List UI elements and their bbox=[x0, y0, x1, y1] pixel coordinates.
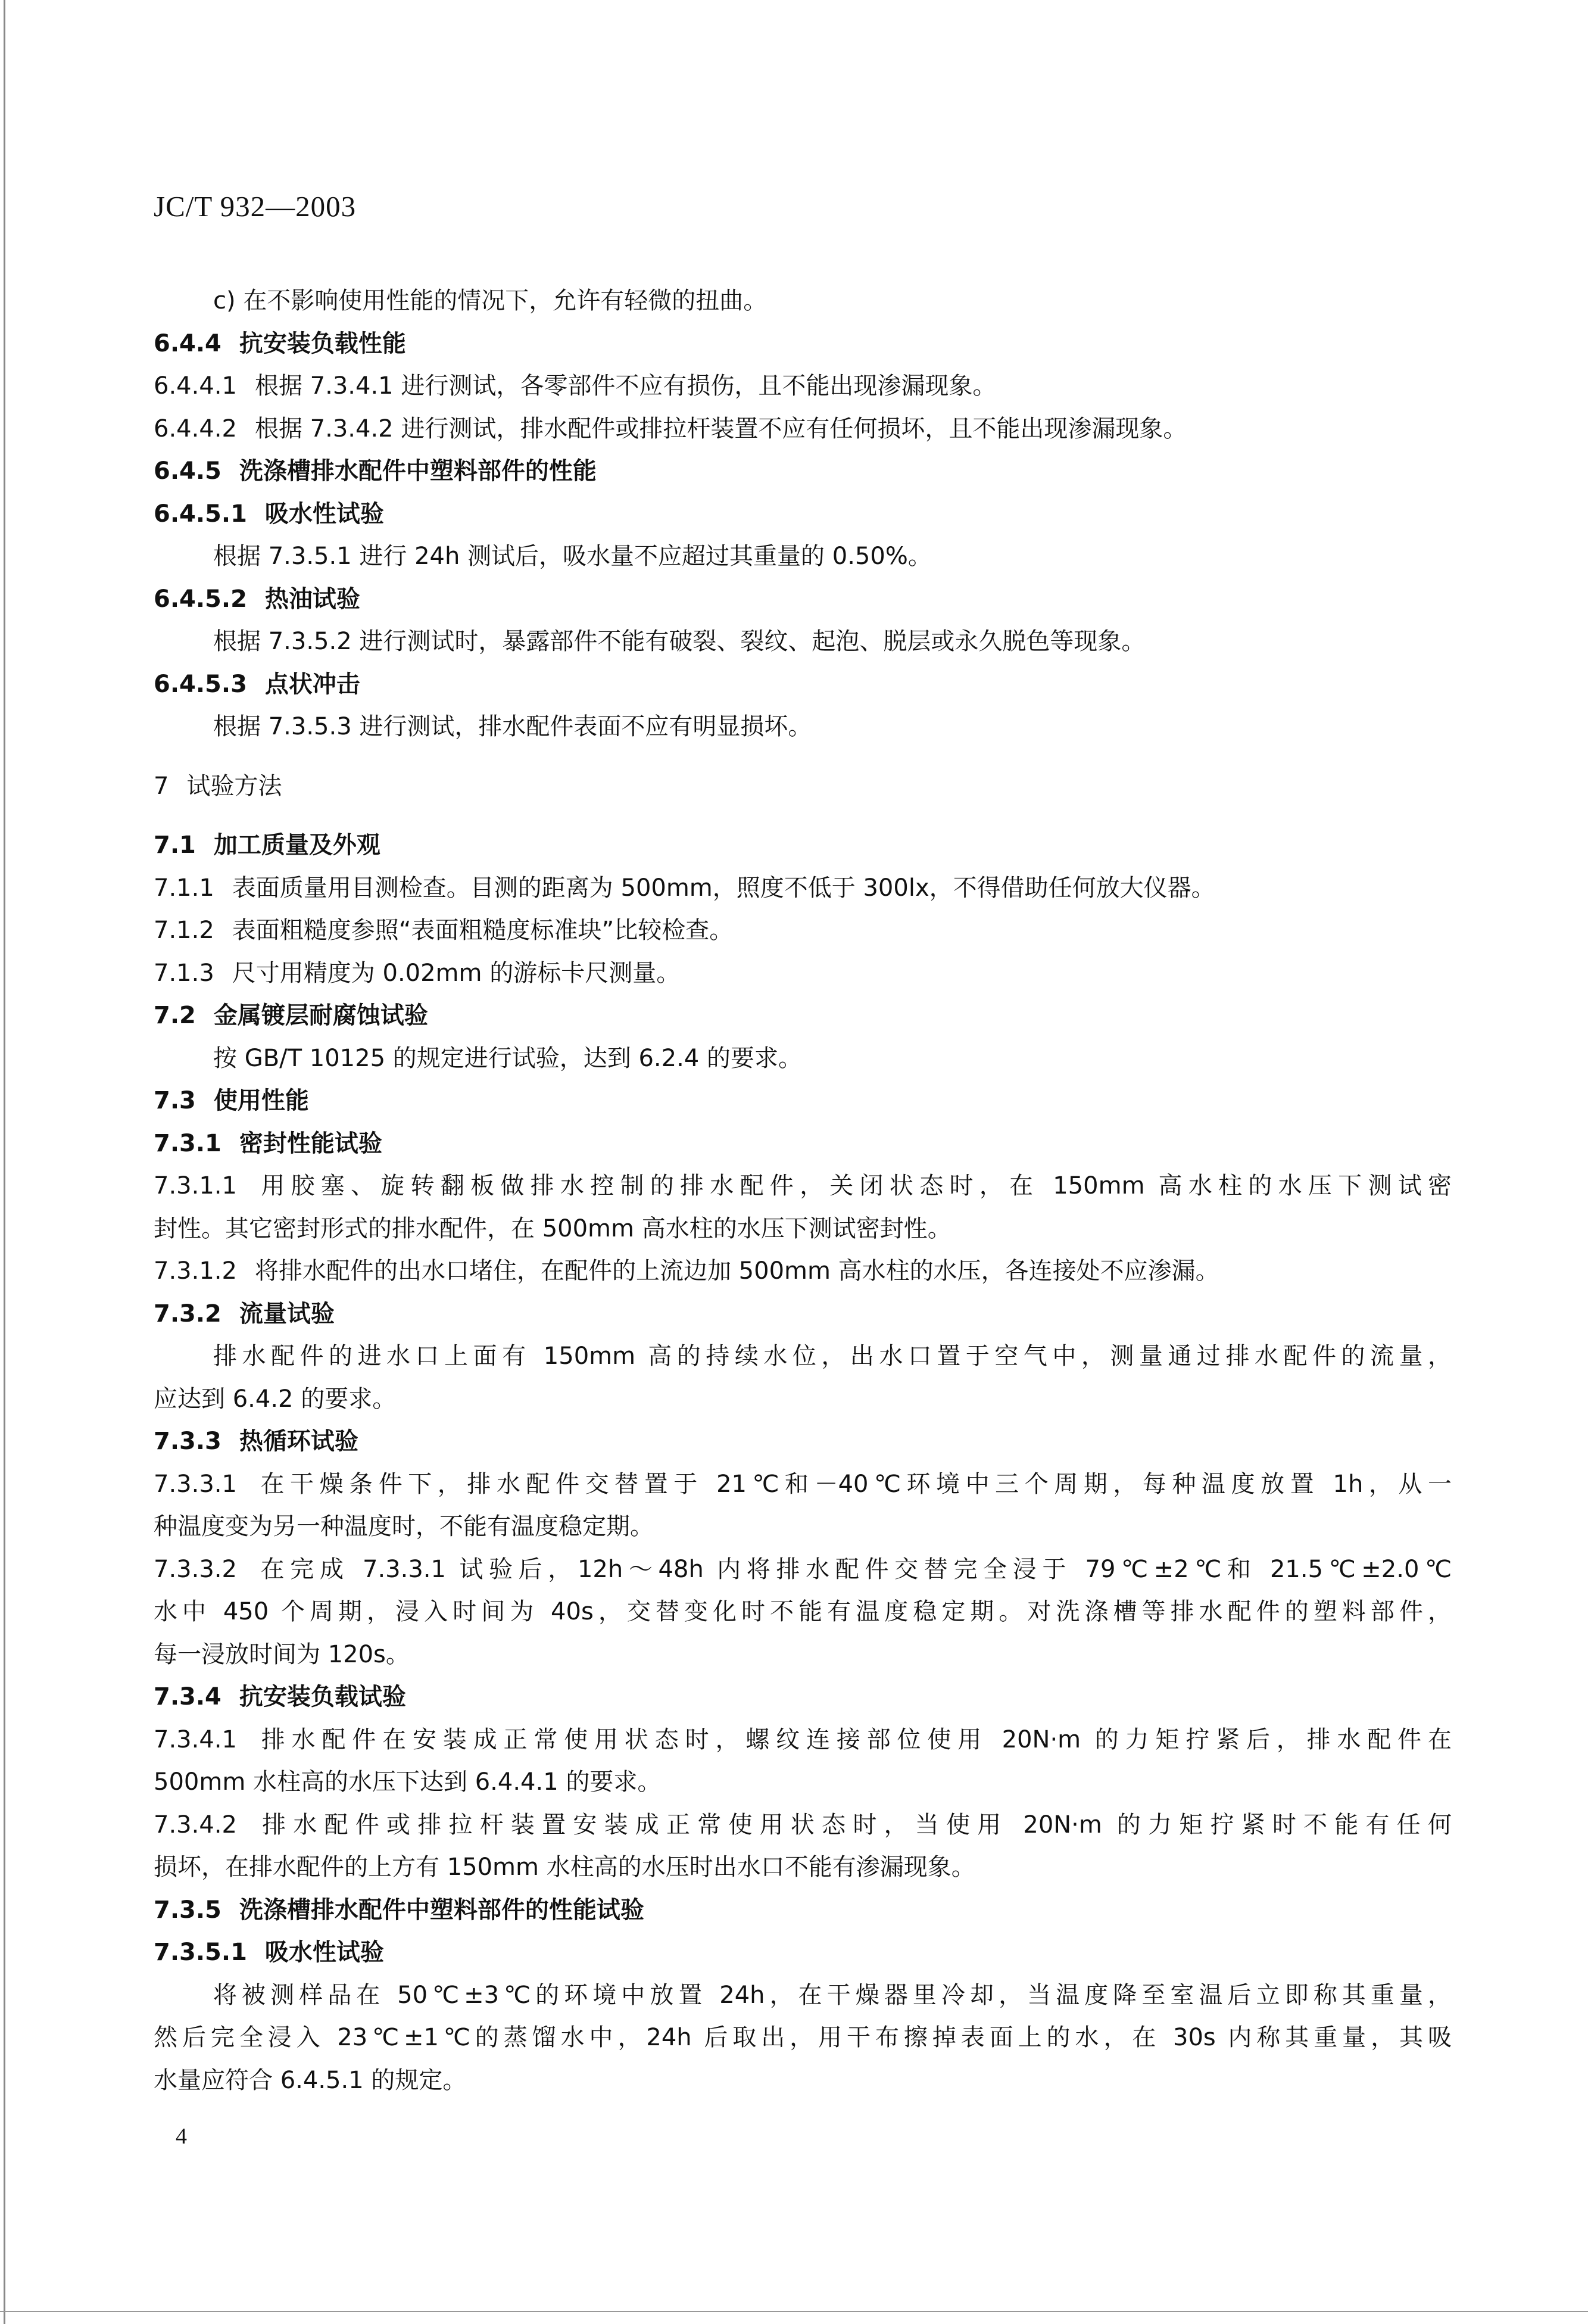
paragraph-continuation bbox=[154, 1378, 1452, 1421]
clause-text: 加工质量及外观 bbox=[213, 831, 380, 859]
clause-item bbox=[154, 408, 1452, 451]
clause-text: 封性。其它密封形式的排水配件，在 500mm 高水柱的水压下测试密封性。 bbox=[154, 1214, 951, 1242]
clause-text: 在完成 7.3.3.1 试验后，12h～48h 内将排水配件交替完全浸于 79℃±2℃和 21.5℃±2.0℃ bbox=[254, 1555, 1452, 1583]
paragraph-line bbox=[154, 280, 1452, 323]
clause-text: 吸水性试验 bbox=[264, 500, 384, 528]
clause-text: 排水配件在安装成正常使用状态时，螺纹连接部位使用 20N·m 的力矩拧紧后，排水配件在 bbox=[254, 1725, 1452, 1753]
section-heading bbox=[154, 493, 1452, 536]
clause-number: 7.3.3 bbox=[154, 1428, 221, 1455]
clause-number: 6.4.4.1 bbox=[154, 372, 237, 400]
clause-number: 7 bbox=[154, 772, 169, 800]
section-heading bbox=[154, 1676, 1452, 1719]
paragraph-line bbox=[154, 535, 1452, 578]
clause-item bbox=[154, 1719, 1452, 1762]
clause-text: 根据 7.3.5.2 进行测试时，暴露部件不能有破裂、裂纹、起泡、脱层或永久脱色等现象。 bbox=[213, 628, 1146, 655]
clause-number: 7.3.3.1 bbox=[154, 1470, 237, 1498]
paragraph-continuation bbox=[154, 2017, 1452, 2060]
section-heading bbox=[154, 1080, 1452, 1123]
clause-number: 7.3.5 bbox=[154, 1896, 221, 1924]
paragraph-continuation bbox=[154, 1208, 1452, 1251]
paragraph-continuation bbox=[154, 1506, 1452, 1549]
clause-number: 7.3.1 bbox=[154, 1129, 221, 1157]
clause-number: 7.3.1.1 bbox=[154, 1172, 237, 1200]
clause-number: 7.1.3 bbox=[154, 959, 214, 987]
clause-number: 7.3.3.2 bbox=[154, 1555, 237, 1583]
clause-number: 6.4.4.2 bbox=[154, 415, 237, 443]
clause-number: 6.4.5.1 bbox=[154, 500, 247, 528]
section-heading bbox=[154, 663, 1452, 706]
clause-text: 吸水性试验 bbox=[264, 1939, 384, 1966]
clause-number: 7.3.4.1 bbox=[154, 1725, 237, 1753]
clause-text: 热循环试验 bbox=[239, 1428, 358, 1455]
clause-text: 在干燥条件下，排水配件交替置于 21℃和－40℃环境中三个周期，每种温度放置 1h，从一 bbox=[254, 1470, 1452, 1498]
clause-text: 将被测样品在 50℃±3℃的环境中放置 24h，在干燥器里冷却，当温度降至室温后立即称其重量， bbox=[213, 1981, 1452, 2009]
clause-number: 7.1.1 bbox=[154, 874, 214, 902]
standard-code: JC/T 932—2003 bbox=[154, 190, 357, 223]
document-body bbox=[154, 280, 1452, 2102]
clause-number: 7.3.1.2 bbox=[154, 1257, 237, 1285]
section-heading bbox=[154, 1123, 1452, 1166]
clause-text: 密封性能试验 bbox=[239, 1129, 382, 1157]
clause-item bbox=[154, 1165, 1452, 1208]
section-heading bbox=[154, 824, 1452, 867]
clause-text: 金属镀层耐腐蚀试验 bbox=[213, 1002, 428, 1029]
clause-number: 7.3 bbox=[154, 1087, 196, 1114]
chapter-heading bbox=[154, 765, 1452, 808]
clause-number: 6.4.5 bbox=[154, 457, 221, 485]
clause-text: 流量试验 bbox=[239, 1300, 335, 1328]
clause-text: 根据 7.3.5.1 进行 24h 测试后，吸水量不应超过其重量的 0.50%。 bbox=[213, 543, 932, 570]
page-number: 4 bbox=[176, 2124, 187, 2149]
clause-text: 水中 450 个周期，浸入时间为 40s，交替变化时不能有温度稳定期。对洗涤槽等排水配件的塑料部件， bbox=[154, 1598, 1452, 1625]
paragraph-continuation bbox=[154, 1846, 1452, 1889]
scan-border bbox=[4, 0, 5, 2324]
clause-number: 7.3.4.2 bbox=[154, 1811, 237, 1839]
clause-text: 抗安装负载试验 bbox=[239, 1683, 406, 1711]
clause-text: 种温度变为另一种温度时，不能有温度稳定期。 bbox=[154, 1513, 654, 1540]
clause-text: 应达到 6.4.2 的要求。 bbox=[154, 1385, 397, 1413]
clause-text: 将排水配件的出水口堵住，在配件的上流边加 500mm 高水柱的水压，各连接处不应渗漏。 bbox=[254, 1257, 1219, 1285]
clause-number: 7.1 bbox=[154, 831, 196, 859]
clause-number: 7.2 bbox=[154, 1002, 196, 1029]
clause-item bbox=[154, 909, 1452, 952]
paragraph-continuation bbox=[154, 1591, 1452, 1634]
clause-text: 表面粗糙度参照“表面粗糙度标准块”比较检查。 bbox=[232, 917, 734, 944]
clause-number: 7.1.2 bbox=[154, 917, 214, 944]
clause-text: 表面质量用目测检查。目测的距离为 500mm，照度不低于 300lx，不得借助任何放大仪器。 bbox=[232, 874, 1215, 902]
section-heading bbox=[154, 1889, 1452, 1932]
clause-item bbox=[154, 1549, 1452, 1591]
clause-number: 6.4.5.3 bbox=[154, 670, 247, 698]
clause-text: 用胶塞、旋转翻板做排水控制的排水配件，关闭状态时，在 150mm 高水柱的水压下测试密 bbox=[254, 1172, 1452, 1200]
section-heading bbox=[154, 995, 1452, 1038]
bottom-rule bbox=[0, 2311, 1588, 2312]
clause-text: 按 GB/T 10125 的规定进行试验，达到 6.2.4 的要求。 bbox=[213, 1044, 802, 1072]
clause-text: 每一浸放时间为 120s。 bbox=[154, 1640, 410, 1668]
paragraph-line bbox=[154, 621, 1452, 663]
paragraph-line bbox=[154, 706, 1452, 749]
clause-item bbox=[154, 1804, 1452, 1847]
clause-text: 洗涤槽排水配件中塑料部件的性能试验 bbox=[239, 1896, 644, 1924]
paragraph-continuation bbox=[154, 2060, 1452, 2102]
clause-text: 尺寸用精度为 0.02mm 的游标卡尺测量。 bbox=[232, 959, 681, 987]
clause-number: 7.3.5.1 bbox=[154, 1939, 247, 1966]
clause-text: 根据 7.3.5.3 进行测试，排水配件表面不应有明显损坏。 bbox=[213, 713, 812, 740]
section-heading bbox=[154, 1293, 1452, 1336]
clause-text: 500mm 水柱高的水压下达到 6.4.4.1 的要求。 bbox=[154, 1768, 662, 1796]
section-heading bbox=[154, 323, 1452, 366]
clause-text: 排水配件或排拉杆装置安装成正常使用状态时，当使用 20N·m 的力矩拧紧时不能有任何 bbox=[254, 1811, 1452, 1839]
clause-text: 使用性能 bbox=[213, 1087, 309, 1114]
section-heading bbox=[154, 450, 1452, 493]
clause-item bbox=[154, 365, 1452, 408]
section-heading bbox=[154, 1420, 1452, 1463]
paragraph-line bbox=[154, 1335, 1452, 1378]
clause-text: 根据 7.3.4.2 进行测试，排水配件或排拉杆装置不应有任何损坏，且不能出现渗漏现象。 bbox=[254, 415, 1187, 443]
clause-number: 7.3.4 bbox=[154, 1683, 221, 1711]
clause-item bbox=[154, 1250, 1452, 1293]
section-heading bbox=[154, 578, 1452, 621]
clause-text: 然后完全浸入 23℃±1℃的蒸馏水中，24h 后取出，用干布擦掉表面上的水，在 30s 内称其重量，其吸 bbox=[154, 2024, 1452, 2051]
clause-text: 损坏，在排水配件的上方有 150mm 水柱高的水压时出水口不能有渗漏现象。 bbox=[154, 1853, 975, 1881]
clause-number: 6.4.5.2 bbox=[154, 585, 247, 613]
clause-text: 抗安装负载性能 bbox=[239, 329, 406, 357]
clause-number: 7.3.2 bbox=[154, 1300, 221, 1328]
clause-text: c) 在不影响使用性能的情况下，允许有轻微的扭曲。 bbox=[213, 287, 768, 314]
clause-text: 洗涤槽排水配件中塑料部件的性能 bbox=[239, 457, 597, 485]
clause-item bbox=[154, 1463, 1452, 1506]
paragraph-line bbox=[154, 1038, 1452, 1080]
paragraph-continuation bbox=[154, 1761, 1452, 1804]
clause-text: 试验方法 bbox=[186, 772, 282, 800]
clause-text: 热油试验 bbox=[264, 585, 360, 613]
paragraph-line bbox=[154, 1974, 1452, 2017]
clause-text: 水量应符合 6.4.5.1 的规定。 bbox=[154, 2066, 467, 2094]
clause-item bbox=[154, 867, 1452, 910]
clause-number: 6.4.4 bbox=[154, 329, 221, 357]
clause-text: 排水配件的进水口上面有 150mm 高的持续水位，出水口置于空气中，测量通过排水配件的流量， bbox=[213, 1342, 1452, 1370]
clause-item bbox=[154, 952, 1452, 995]
clause-text: 根据 7.3.4.1 进行测试，各零部件不应有损伤，且不能出现渗漏现象。 bbox=[254, 372, 997, 400]
section-heading bbox=[154, 1932, 1452, 1974]
paragraph-continuation bbox=[154, 1634, 1452, 1677]
clause-text: 点状冲击 bbox=[264, 670, 360, 698]
